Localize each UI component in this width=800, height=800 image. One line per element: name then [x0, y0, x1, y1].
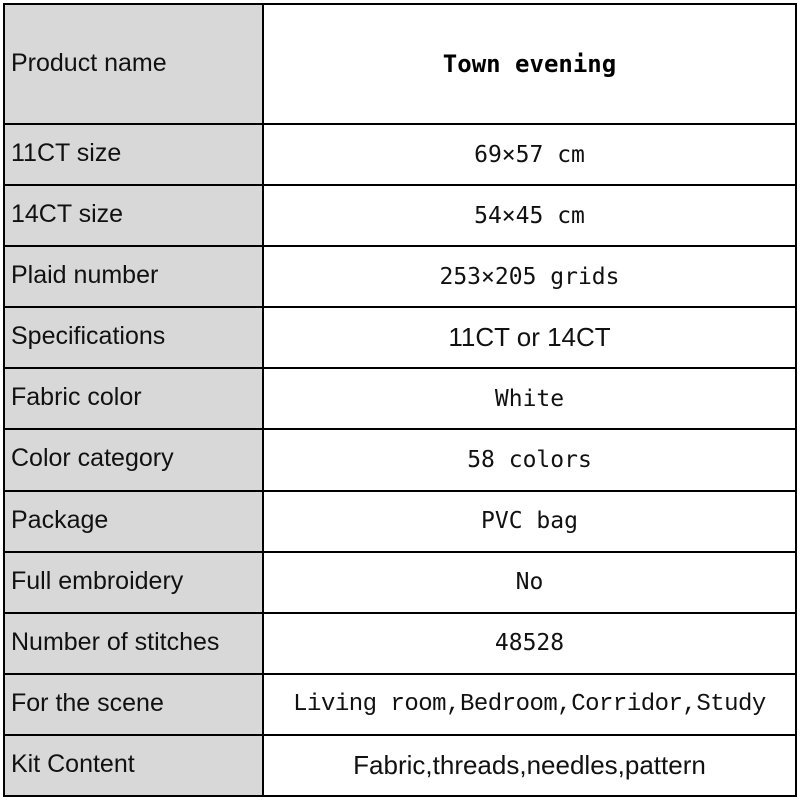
label-product-name: Product name: [4, 4, 263, 124]
label-11ct-size: 11CT size: [4, 124, 263, 185]
table-row-number-of-stitches: [4, 613, 796, 674]
value-product-name: Town evening: [263, 4, 796, 124]
label-fabric-color: Fabric color: [4, 368, 263, 429]
value-14ct-size: 54×45 cm: [263, 185, 796, 246]
value-number-of-stitches: 48528: [263, 613, 796, 674]
table-row-11ct-size: [4, 124, 796, 185]
value-kit-content: Fabric,threads,needles,pattern: [263, 735, 796, 796]
label-full-embroidery: Full embroidery: [4, 552, 263, 613]
value-for-the-scene: Living room,Bedroom,Corridor,Study: [263, 674, 796, 735]
label-number-of-stitches: Number of stitches: [4, 613, 263, 674]
value-plaid-number: 253×205 grids: [263, 246, 796, 307]
table-row-14ct-size: [4, 185, 796, 246]
label-14ct-size: 14CT size: [4, 185, 263, 246]
table-row-package: [4, 491, 796, 552]
label-specifications: Specifications: [4, 307, 263, 368]
table-row-product-name: [4, 4, 796, 124]
label-kit-content: Kit Content: [4, 735, 263, 796]
label-for-the-scene: For the scene: [4, 674, 263, 735]
table-row-for-the-scene: [4, 674, 796, 735]
value-color-category: 58 colors: [263, 429, 796, 490]
value-specifications: 11CT or 14CT: [263, 307, 796, 368]
table-row-color-category: [4, 429, 796, 490]
table-row-kit-content: [4, 735, 796, 796]
table-row-plaid-number: [4, 246, 796, 307]
value-package: PVC bag: [263, 491, 796, 552]
label-package: Package: [4, 491, 263, 552]
value-fabric-color: White: [263, 368, 796, 429]
label-color-category: Color category: [4, 429, 263, 490]
table-row-full-embroidery: [4, 552, 796, 613]
value-11ct-size: 69×57 cm: [263, 124, 796, 185]
table-row-fabric-color: [4, 368, 796, 429]
value-full-embroidery: No: [263, 552, 796, 613]
label-plaid-number: Plaid number: [4, 246, 263, 307]
product-spec-table: [3, 3, 797, 797]
table-row-specifications: [4, 307, 796, 368]
